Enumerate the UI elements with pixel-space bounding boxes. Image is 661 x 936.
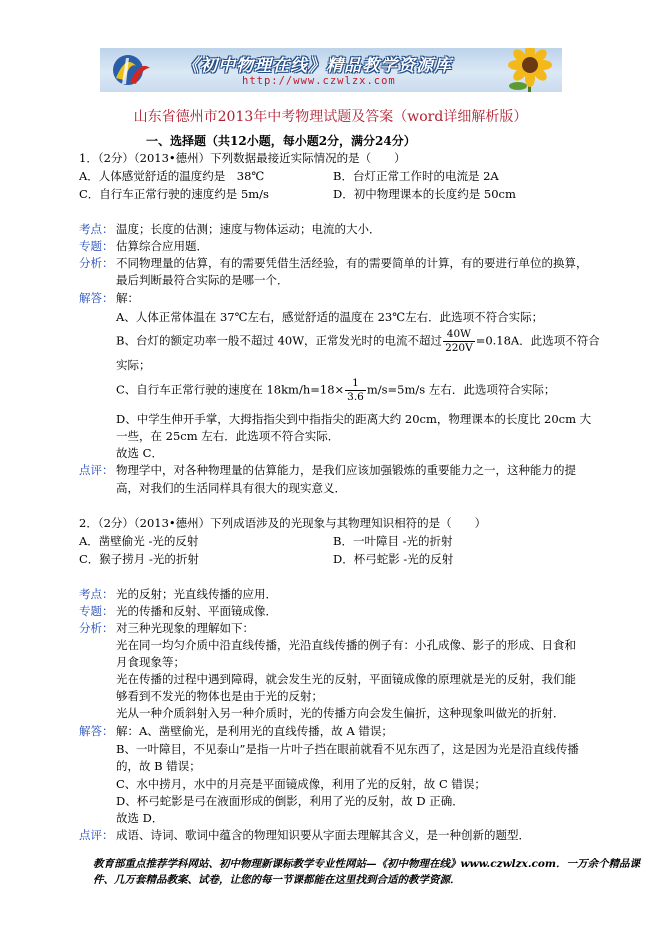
q2-fenxi-line1: 对三种光现象的理解如下： <box>116 621 254 635</box>
q2-answer-c: C、水中捞月，水中的月亮是平面镜成像，利用了光的反射，故 C 错误； <box>116 777 486 791</box>
q1-fenxi-line1: 不同物理量的估算，有的需要凭借生活经验，有的需要简单的计算，有的要进行单位的换算， <box>116 256 588 270</box>
q2-answer-b-line1: B、一叶障目，不见泰山”是指一片叶子挡在眼前就看不见东西了，这是因为光是沿直线传播 <box>116 742 579 756</box>
q2-answer-a: 解：A、凿壁偷光，是利用光的直线传播，故 A 错误； <box>116 724 393 738</box>
q2-fenxi-label: 分析： <box>79 621 114 635</box>
q2-jieda-label: 解答： <box>79 724 114 738</box>
q1-dianping-label: 点评： <box>79 463 114 477</box>
q2-fenxi-line2: 光在同一均匀介质中沿直线传播，光沿直线传播的例子有：小孔成像、影子的形成、日食和 <box>116 638 576 652</box>
q1-fraction-c <box>345 377 366 404</box>
q1-kaodian-label: 考点： <box>79 222 114 236</box>
q2-fenxi-line4: 光在传播的过程中遇到障碍，就会发生光的反射，平面镜成像的原理就是光的反射，我们能 <box>116 672 576 686</box>
q1-answer-d-line2: 一些，在 25cm 左右．此选项不符合实际． <box>116 429 340 443</box>
q1-answer-c <box>116 377 555 404</box>
q1-kaodian: 温度；长度的估测；速度与物体运动；电流的大小． <box>116 222 381 236</box>
document-title: 山东省德州市2013年中考物理试题及答案（word详细解析版） <box>133 109 528 125</box>
q2-zhuanti: 光的传播和反射、平面镜成像． <box>116 604 277 618</box>
footer-line1: 教育部重点推荐学科网站、初中物理新课标教学专业性网站—《初中物理在线》www.czwlzx.com．一万余个精品课 <box>93 858 640 870</box>
q1-fraction-b <box>443 328 475 355</box>
q1-option-b: B．台灯正常工作时的电流是 2A <box>333 169 499 183</box>
q2-dianping: 成语、诗词、歌词中蕴含的物理知识要从字面去理解其含义，是一种创新的题型． <box>116 828 530 842</box>
q1-answer-d-line1: D、中学生伸开手掌，大拇指指尖到中指指尖的距离大约 20cm，物理课本的长度比 20cm 大 <box>116 412 592 426</box>
q1-answer-b-part1: B、台灯的额定功率一般不超过 40W，正常发光时的电流不超过 <box>116 333 443 348</box>
q2-fenxi-line3: 月食现象等； <box>116 655 185 669</box>
sunflower-icon <box>500 48 560 92</box>
q2-option-a: A．凿壁偷光 -光的反射 <box>79 534 199 548</box>
q1-fenxi-label: 分析： <box>79 256 114 270</box>
q2-kaodian: 光的反射；光直线传播的应用． <box>116 587 277 601</box>
q1-answer-b-line3: 实际； <box>116 358 151 372</box>
q2-zhuanti-label: 专题： <box>79 604 114 618</box>
q1-answer-b <box>116 328 600 355</box>
q2-fenxi-line5: 够看到不发光的物体也是由于光的反射； <box>116 689 323 703</box>
q1-jieda-label: 解答： <box>79 291 114 305</box>
q1-zhuanti-label: 专题： <box>79 239 114 253</box>
q1-answer-a: A、人体正常体温在 37℃左右，感觉舒适的温度在 23℃左右．此选项不符合实际； <box>116 310 544 324</box>
q1-option-c: C．自行车正常行驶的速度约是 5m/s <box>79 187 269 201</box>
q2-fenxi-line6: 光从一种介质斜射入另一种介质时，光的传播方向会发生偏折，这种现象叫做光的折射． <box>116 706 565 720</box>
section-heading: 一、选择题（共12小题，每小题2分，满分24分） <box>146 134 416 148</box>
q1-dianping-line1: 物理学中，对各种物理量的估算能力，是我们应该加强锻炼的重要能力之一，这种能力的提 <box>116 463 576 477</box>
q1-stem: 1．（2分）（2013•德州）下列数据最接近实际情况的是（ ） <box>79 151 406 165</box>
q2-option-c: C．猴子捞月 -光的折射 <box>79 552 199 566</box>
site-logo-icon <box>106 52 162 88</box>
q1-dianping-line2: 高，对我们的生活同样具有很大的现实意义． <box>116 481 346 495</box>
header-banner <box>100 48 562 92</box>
q1-option-d: D．初中物理课本的长度约是 50cm <box>333 187 516 201</box>
q2-final-answer: 故选 D． <box>116 811 164 825</box>
q2-answer-b-line2: 的，故 B 错误； <box>116 759 201 773</box>
q1-fenxi-line2: 最后判断最符合实际的是哪一个． <box>116 273 289 287</box>
q1-zhuanti: 估算综合应用题． <box>116 239 208 253</box>
q1-final-answer: 故选 C． <box>116 446 163 460</box>
q1-fraction-c-den: 3.6 <box>347 391 364 403</box>
q2-dianping-label: 点评： <box>79 828 114 842</box>
q2-stem: 2．（2分）（2013•德州）下列成语涉及的光现象与其物理知识相符的是（ ） <box>79 516 487 530</box>
q2-option-d: D．杯弓蛇影 -光的反射 <box>333 552 454 566</box>
q1-jie: 解： <box>116 291 139 305</box>
q1-fraction-c-num: 1 <box>345 377 366 391</box>
q2-option-b: B．一叶障目 -光的折射 <box>333 534 453 548</box>
banner-url: http://www.czwlzx.com <box>242 75 396 87</box>
q1-answer-c-part2: m/s=5m/s 左右．此选项符合实际； <box>366 382 556 397</box>
q1-answer-c-part1: C、自行车正常行驶的速度在 18km/h=18× <box>116 382 345 397</box>
q1-option-a: A．人体感觉舒适的温度约是 38℃ <box>79 169 265 183</box>
q2-kaodian-label: 考点： <box>79 587 114 601</box>
q1-fraction-b-den: 220V <box>445 342 473 354</box>
footer-line2: 件、几万套精品教案、试卷，让您的每一节课都能在这里找到合适的教学资源． <box>93 874 461 886</box>
q1-answer-b-part2: =0.18A．此选项不符合 <box>475 333 600 348</box>
q1-fraction-b-num: 40W <box>443 328 475 342</box>
banner-title: 《初中物理在线》精品教学资源库 <box>182 56 452 76</box>
q2-answer-d: D、杯弓蛇影是弓在液面形成的倒影，利用了光的反射，故 D 正确． <box>116 794 464 808</box>
